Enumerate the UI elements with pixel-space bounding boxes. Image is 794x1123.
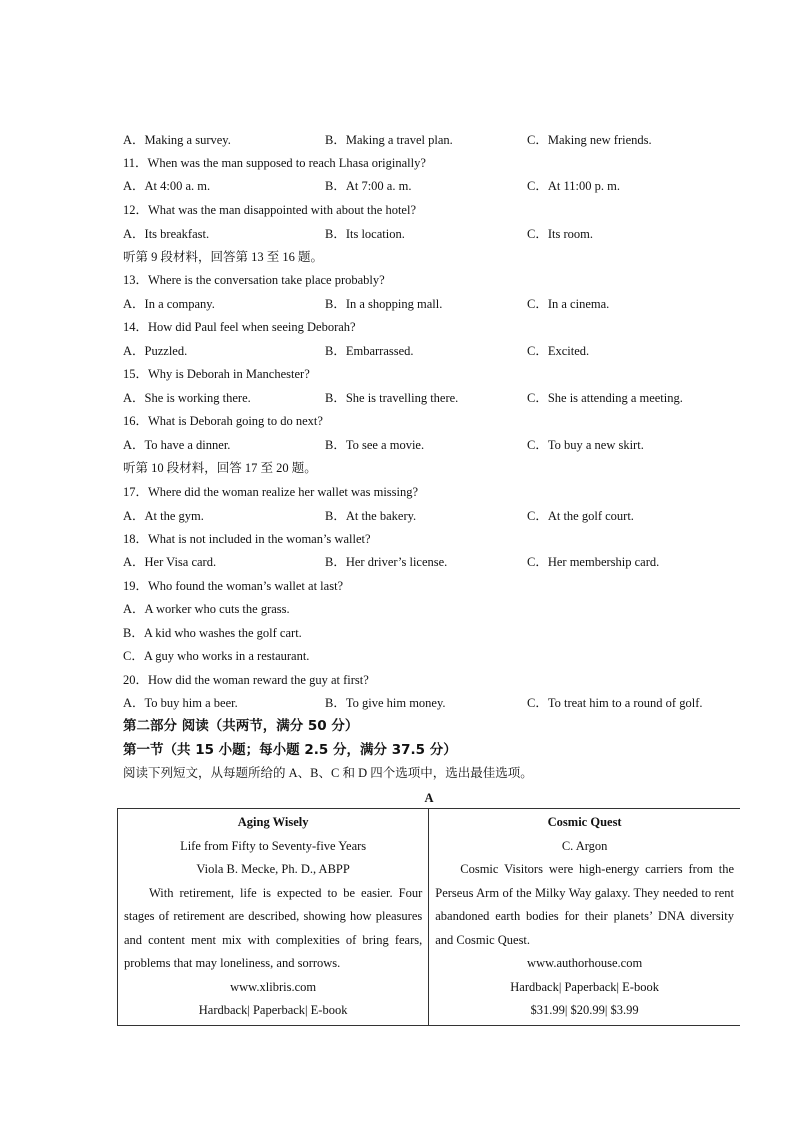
ad-author: C. Argon xyxy=(561,838,608,853)
option-b: B．A kid who washes the golf cart. xyxy=(123,626,302,640)
question-11-options xyxy=(123,177,723,195)
question-14-options xyxy=(123,342,723,360)
question-18-options xyxy=(123,553,723,571)
ad-cosmic-quest xyxy=(429,809,740,1026)
ad-title: Cosmic Quest xyxy=(547,815,622,829)
option-a: A．At the gym. xyxy=(123,509,204,523)
passage-label: A xyxy=(424,791,434,805)
option-a: A．To have a dinner. xyxy=(123,438,231,452)
option-c: C．To treat him to a round of golf. xyxy=(527,696,703,710)
ad-author: Viola B. Mecke, Ph. D., ABPP xyxy=(196,862,350,876)
option-a: A．In a company. xyxy=(123,297,215,311)
question-13-options xyxy=(123,295,723,313)
option-c: C．A guy who works in a restaurant. xyxy=(123,649,310,663)
option-c: C．Excited. xyxy=(527,344,590,358)
ad-website: www.authorhouse.com xyxy=(527,956,643,970)
option-c: C．To buy a new skirt. xyxy=(527,438,644,452)
question-17-options xyxy=(123,507,723,525)
question-15-options xyxy=(123,389,723,407)
option-b: B．To see a movie. xyxy=(325,438,425,452)
question-15-stem: 15．Why is Deborah in Manchester? xyxy=(123,367,310,381)
option-c: C．Her membership card. xyxy=(527,555,660,569)
part2-instruction: 阅读下列短文，从每题所给的 A、B、C 和 D 四个选项中，选出最佳选项。 xyxy=(123,766,533,780)
ad-formats: Hardback| Paperback| E-book xyxy=(510,979,659,994)
option-a: A．To buy him a beer. xyxy=(123,696,238,710)
part2-section1-title: 第一节（共 15 小题；每小题 2.5 分，满分 37.5 分） xyxy=(123,742,457,758)
ad-title: Aging Wisely xyxy=(237,815,309,829)
option-b: B．Her driver’s license. xyxy=(325,555,448,569)
option-b: B．Embarrassed. xyxy=(325,344,414,358)
option-a: A．Its breakfast. xyxy=(123,227,210,241)
question-14-stem: 14．How did Paul feel when seeing Deborah? xyxy=(123,320,356,334)
question-12-options xyxy=(123,225,723,243)
question-19-stem: 19．Who found the woman’s wallet at last? xyxy=(123,579,344,593)
ad-website: www.xlibris.com xyxy=(230,979,317,994)
question-16-options xyxy=(123,436,723,454)
section-note-9: 听第 9 段材料，回答第 13 至 16 题。 xyxy=(123,250,324,264)
option-b: B．To give him money. xyxy=(325,696,446,710)
option-a: A．Puzzled. xyxy=(123,344,188,358)
option-a: A．Her Visa card. xyxy=(123,555,217,569)
option-a: A．She is working there. xyxy=(123,391,251,405)
question-12-stem: 12．What was the man disappointed with about the hotel? xyxy=(123,203,416,217)
option-c: C．At the golf court. xyxy=(527,509,634,523)
question-20-options xyxy=(123,694,723,712)
question-17-stem: 17．Where did the woman realize her wallet was missing? xyxy=(123,485,419,499)
ad-subtitle: Life from Fifty to Seventy-five Years xyxy=(180,838,367,853)
question-16-stem: 16．What is Deborah going to do next? xyxy=(123,414,323,428)
option-c: C．In a cinema. xyxy=(527,297,610,311)
ad-body: Cosmic Visitors were high-energy carriers from the Perseus Arm of the Milky Way galaxy. They needed to rent abandoned earth bodies for their planets’ DNA diversity and Cosmic Quest. xyxy=(435,862,734,947)
question-10-options xyxy=(123,131,723,149)
option-c: C．Its room. xyxy=(527,227,593,241)
ad-prices: $31.99| $20.99| $3.99 xyxy=(530,1003,639,1017)
question-18-stem: 18．What is not included in the woman’s wallet? xyxy=(123,532,371,546)
option-b: B．Making a travel plan. xyxy=(325,133,453,147)
option-b: B．She is travelling there. xyxy=(325,391,459,405)
question-13-stem: 13．Where is the conversation take place probably? xyxy=(123,273,385,287)
option-b: B．At 7:00 a. m. xyxy=(325,179,412,193)
book-ads-table xyxy=(117,808,740,1026)
option-a: A．A worker who cuts the grass. xyxy=(123,602,290,616)
option-b: B．Its location. xyxy=(325,227,405,241)
option-c: C．At 11:00 p. m. xyxy=(527,179,620,193)
ad-body: With retirement, life is expected to be easier. Four stages of retirement are described, showing how pleasures and content ment mix with complexities of bring fears, problems that may loneliness, and sorrows. xyxy=(124,885,423,970)
ad-aging-wisely xyxy=(118,809,429,1026)
option-a: A．At 4:00 a. m. xyxy=(123,179,211,193)
part2-title: 第二部分 阅读（共两节，满分 50 分） xyxy=(123,718,359,734)
option-c: C．Making new friends. xyxy=(527,133,652,147)
question-11-stem: 11．When was the man supposed to reach Lhasa originally? xyxy=(123,156,426,170)
option-b: B．At the bakery. xyxy=(325,509,417,523)
question-20-stem: 20．How did the woman reward the guy at first? xyxy=(123,673,369,687)
option-b: B．In a shopping mall. xyxy=(325,297,443,311)
section-note-10: 听第 10 段材料，回答 17 至 20 题。 xyxy=(123,461,317,475)
option-c: C．She is attending a meeting. xyxy=(527,391,683,405)
option-a: A．Making a survey. xyxy=(123,133,231,147)
ad-formats: Hardback| Paperback| E-book xyxy=(198,1003,348,1017)
